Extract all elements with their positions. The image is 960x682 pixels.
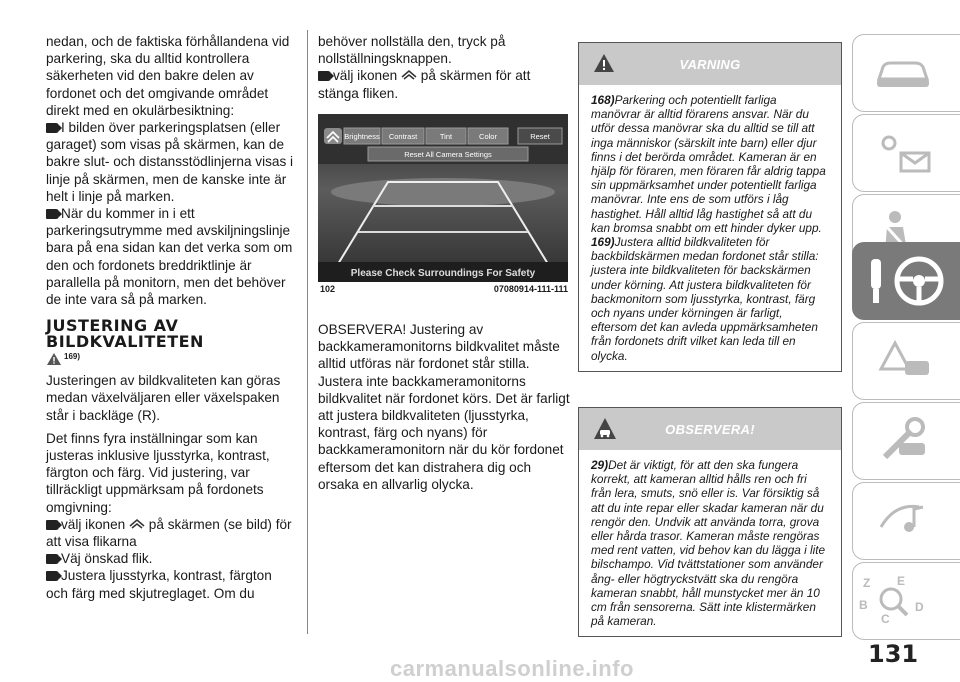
camera-settings-icon (129, 518, 145, 530)
warning-triangle-icon (46, 352, 62, 366)
warning-lights-icon (875, 131, 935, 175)
safety-banner: Please Check Surroundings For Safety (350, 268, 536, 279)
paragraph: Justeringen av bildkvaliteten kan göras medan växelväljaren eller växelspaken står i backläge (R). (46, 373, 281, 423)
reset-button: Reset (530, 132, 550, 141)
warning-reference: 169) (46, 352, 296, 372)
paragraph: Det finns fyra inställningar som kan justeras inklusive ljusstyrka, kontrast, färgton och färg. Vid justering, var tillräckligt uppmärksam på fordonets omgivning: (46, 430, 270, 515)
multimedia-icon (875, 497, 935, 541)
steering-wheel-icon (867, 253, 951, 309)
camera-screen-image (318, 114, 568, 282)
column-middle (318, 33, 570, 102)
bullet-item: Justera ljusstyrka, kontrast, färgton och färg med skjutreglaget. Om du (46, 568, 272, 601)
chapter-tab-indicators[interactable] (852, 114, 960, 192)
warning-body: 168)Parkering och potentiellt farliga manövrar är alltid förarens ansvar. När du utför dessa manövrar ska du alltid se till att inga människor (särskilt inte barn) eller djur finns i det berörda området. Kameran är en hjälp för föraren, men föraren får aldrig tappa sin uppmärksamhet under potentiellt farliga manövrar. Inte ens de som utförs i låg hastighet. Håll alltid låg hastighet så att du kan bromsa snabbt om ett hinder dyker upp. 169)Justera alltid bildkvaliteten för backbildskärmen medan fordonet står stilla: justera inte bildkvaliteten för backskärmen under körning. Att justera bildkvaliteten för backmonitorn som ljusstyrka, kontrast, färg och nyans under körningen är farligt, eftersom det kan avleda uppmärksamheten från fordonets drift vilket kan leda till en olycka. (591, 93, 826, 363)
bullet-item: välj ikonen på skärmen för att stänga fliken. (318, 68, 531, 101)
notice-box (578, 407, 842, 637)
chapter-tab-maintenance[interactable] (852, 402, 960, 480)
chapter-tab-vehicle[interactable] (852, 34, 960, 112)
notice-title: OBSERVERA! (665, 422, 755, 437)
bullet-item: välj ikonen på skärmen (se bild) för att visa flikarna (46, 516, 292, 550)
notice-body: 29)Det är viktigt, för att den ska fungera korrekt, att kameran alltid hålls ren och fri från lera, smuts, snö eller is. Var försiktig så att du inte repar eller skadar kameran när du rengör den. Undvik att använda torra, grova eller hårda trasor. Kameran måste rengöras med rent vatten, vid behov kan du lägga i lite bilschampo. Vid tvättstationer som använder ång- eller högtryckstvätt ska du rengöra kameran snabbt, håll munstycket mer än 10 cm från sensorerna. Sätt inte klistermärken på kameran. (591, 458, 826, 629)
bullet-item: I bilden över parkeringsplatsen (eller garaget) som visas på skärmen, kan de bakre slut- och distansstödlinjerna visas i linje på skärmen, men de kanske inte är helt i linje på marken. (46, 120, 294, 204)
bullet-icon (46, 209, 59, 219)
bullet-icon (46, 520, 59, 530)
bullet-icon (46, 123, 59, 133)
tint-tab: Tint (439, 132, 453, 141)
bullet-icon (46, 571, 59, 581)
color-tab: Color (479, 132, 497, 141)
car-icon (873, 53, 933, 93)
bullet-item: När du kommer in i ett parkeringsutrymme med avskiljningslinje bara på ena sidan kan det verka som om den och fordonets breddriktlinje är parallella på monitorn, men det behöver de inte vara så på marken. (46, 206, 293, 308)
close-tab-icon (401, 69, 417, 81)
section-heading: JUSTERING AV BILDKVALITETEN (46, 316, 204, 352)
paragraph: nedan, och de faktiska förhållandena vid parkering, ska du alltid kontrollera säkerheten vid den bakre delen av fordonet och det omgivande området direkt med en okulärbesiktning: (46, 34, 290, 118)
breakdown-icon (875, 339, 935, 383)
svg-text:D: D (915, 600, 924, 614)
contrast-tab: Contrast (388, 132, 418, 141)
bullet-item: Väj önskad flik. (46, 550, 296, 567)
column-left (46, 33, 296, 602)
warning-box-header (579, 43, 841, 85)
alphabet-index-icon (857, 571, 937, 627)
paragraph: behöver nollställa den, tryck på nollställningsknappen. (318, 34, 506, 67)
svg-text:B: B (859, 598, 868, 612)
warning-title: VARNING (679, 57, 741, 72)
chapter-tab-index[interactable] (852, 562, 960, 640)
warning-box (578, 42, 842, 372)
bullet-icon (46, 554, 59, 564)
chapter-tab-driving[interactable] (852, 242, 960, 320)
camera-screen-graphic (318, 114, 568, 282)
chapter-tab-multimedia[interactable] (852, 482, 960, 560)
notice-paragraph: OBSERVERA! Justering av backkameramonitorns bildkvalitet måste alltid utföras när fordonet står stilla. Justera inte backkameramonitorns bildkvalitet när fordonet körs. Det är farligt att justera bildkvaliteten (ljusstyrka, kontrast, färg och nyans) för backkameramonitorn när du kör fordonet eftersom det kan distrahera dig och orsaka en allvarlig olycka. (318, 322, 570, 492)
watermark: carmanualsonline.info (390, 656, 634, 681)
chapter-tab-emergency[interactable] (852, 322, 960, 400)
notice-box-header (579, 408, 841, 450)
svg-text:C: C (881, 612, 890, 626)
bullet-icon (318, 71, 331, 81)
column-divider (307, 30, 308, 634)
svg-text:Z: Z (863, 576, 871, 590)
brightness-tab: Brightness (344, 132, 380, 141)
svg-text:E: E (897, 574, 906, 588)
reset-all-button: Reset All Camera Settings (404, 150, 492, 159)
column-middle-lower (318, 321, 570, 493)
wrench-icon (875, 417, 935, 461)
page-number: 131 (868, 640, 919, 668)
